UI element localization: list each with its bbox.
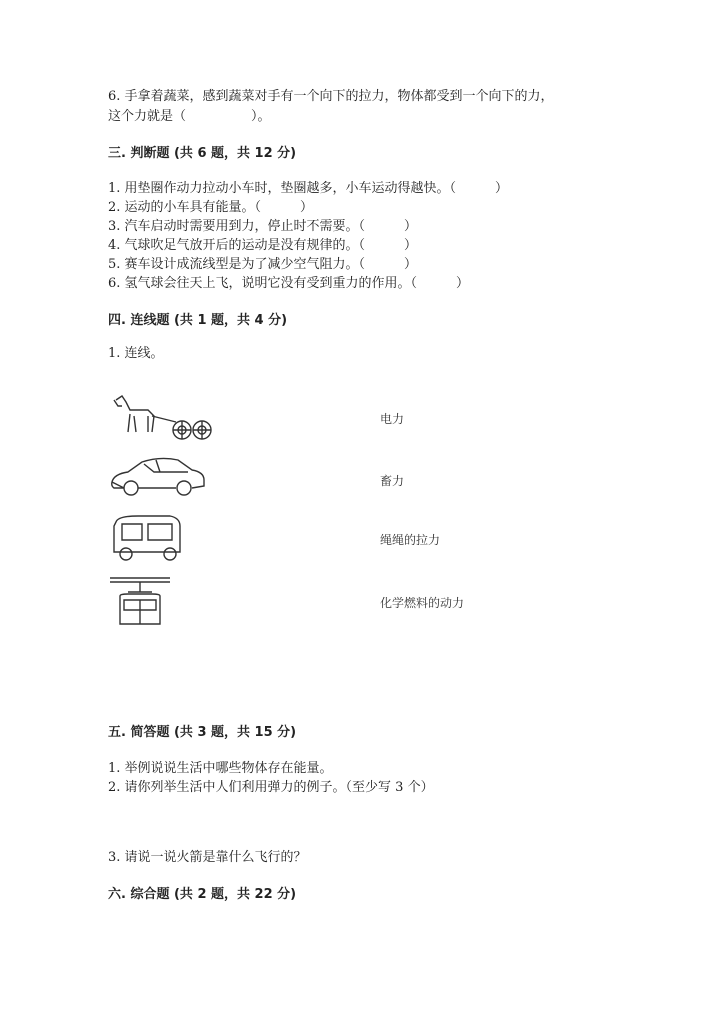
match-label-chemical-fuel: 化学燃料的动力 [380, 596, 465, 610]
matching-question-1: 1. 连线。 [108, 346, 164, 361]
question-6-line-2: 这个力就是（ ）。 [108, 109, 271, 124]
judge-item-3: 3. 汽车启动时需要用到力，停止时不需要。（ ） [108, 219, 418, 234]
section-3-title: 三. 判断题 (共 6 题，共 12 分) [108, 146, 297, 161]
judge-item-4: 4. 气球吹足气放开后的运动是没有规律的。（ ） [108, 238, 418, 253]
judge-item-5: 5. 赛车设计成流线型是为了减少空气阻力。（ ） [108, 257, 418, 272]
horse-cart-icon [108, 392, 218, 446]
section-4-title: 四. 连线题 (共 1 题，共 4 分) [108, 313, 288, 328]
judge-item-1: 1. 用垫圈作动力拉动小车时，垫圈越多，小车运动得越快。（ ） [108, 181, 509, 196]
section-5-title: 五. 简答题 (共 3 题，共 15 分) [108, 725, 297, 740]
question-6-line-1: 6. 手拿着蔬菜，感到蔬菜对手有一个向下的拉力，物体都受到一个向下的力， [108, 89, 554, 104]
car-icon [108, 452, 208, 500]
judge-item-2: 2. 运动的小车具有能量。（ ） [108, 200, 314, 215]
short-answer-1: 1. 举例说说生活中哪些物体存在能量。 [108, 761, 333, 776]
section-6-title: 六. 综合题 (共 2 题，共 22 分) [108, 887, 297, 902]
cable-car-icon [108, 574, 172, 632]
judge-item-6: 6. 氢气球会往天上飞，说明它没有受到重力的作用。（ ） [108, 276, 470, 291]
short-answer-3: 3. 请说一说火箭是靠什么飞行的？ [108, 850, 307, 865]
match-label-animal-power: 畜力 [380, 474, 405, 488]
tricycle-icon [108, 512, 188, 564]
short-answer-2: 2. 请你列举生活中人们利用弹力的例子。（至少写 3 个） [108, 780, 434, 795]
match-label-rope-pull: 绳绳的拉力 [380, 533, 441, 547]
match-label-electric: 电力 [380, 412, 405, 426]
